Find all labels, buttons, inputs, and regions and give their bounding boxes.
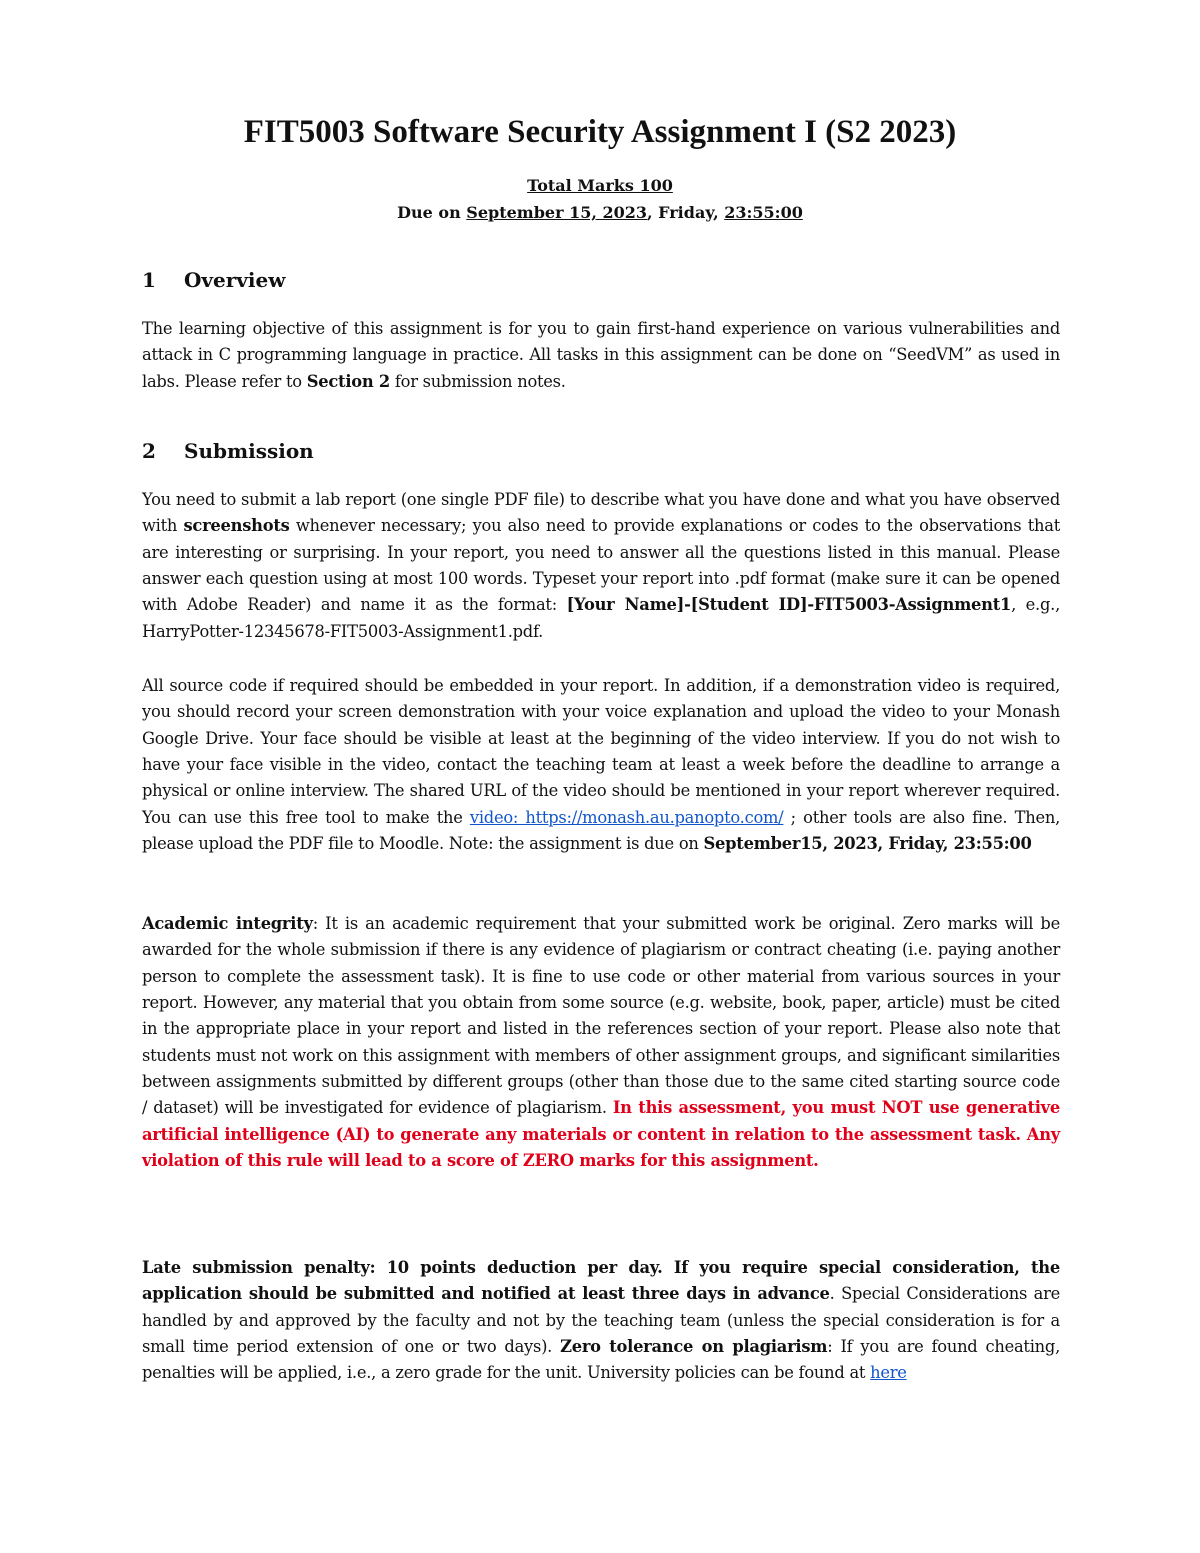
section-heading-overview	[142, 265, 285, 295]
bold-term: Academic integrity	[142, 914, 313, 933]
due-middle: , Friday,	[647, 203, 725, 222]
overview-paragraph	[142, 316, 1060, 395]
policies-link[interactable]: here	[870, 1363, 907, 1383]
due-prefix: Due on	[397, 203, 467, 222]
section-reference: Section 2	[306, 371, 390, 391]
filename-format: [Your Name]-[Student ID]-FIT5003-Assignment1	[566, 595, 1012, 615]
section-title: Submission	[184, 439, 314, 463]
ai-warning: In this assessment, you must NOT use generative artificial intelligence (AI) to generate any materials or content in relation to the assessment task. Any violation of this rule will lead to a score of ZERO marks for this assignment.	[142, 1098, 1060, 1171]
paragraph-text: : If you are found cheating, penalties will be applied, i.e., a zero grade for the unit. University policies can be found at	[142, 1337, 1060, 1383]
paragraph-text: , e.g., HarryPotter-12345678-FIT5003-Assignment1.pdf.	[142, 595, 1060, 641]
paragraph-text: . Special Considerations are handled by and approved by the faculty and not by the teaching team (unless the special consideration is for a small time period extension of one or two days).	[142, 1284, 1060, 1357]
due-date: September 15, 2023	[466, 203, 648, 222]
overview-text-end: for submission notes.	[389, 371, 566, 391]
due-date-bold: September15, 2023, Friday, 23:55:00	[703, 834, 1032, 854]
submission-paragraph-report	[142, 487, 1060, 645]
paragraph-text: ; other tools are also fine. Then, please upload the PDF file to Moodle. Note: the assignment is due on	[142, 807, 1061, 854]
section-number: 1	[142, 268, 156, 292]
section-title: Overview	[184, 268, 286, 292]
document-title: FIT5003 Software Security Assignment I (S2 2023)	[243, 114, 957, 150]
panopto-link[interactable]: video: https://monash.au.panopto.com/	[469, 807, 784, 827]
total-marks	[0, 174, 1200, 198]
bold-term: screenshots	[183, 516, 290, 536]
due-date-line	[0, 201, 1200, 225]
total-marks-text: Total Marks 100	[527, 176, 673, 195]
paragraph-text: : It is an academic requirement that your submitted work be original. Zero marks will be awarded for the whole submission if there is any evidence of plagiarism or contract cheating (i.e. paying another person to complete the assessment task). It is fine to use code or other material from various sources in your report. However, any material that you obtain from some source (e.g. website, book, paper, article) must be cited in the appropriate place in your report and listed in the references section of your report. Please also note that students must not work on this assignment with members of other assignment groups, and significant similarities between assignments submitted by different groups (other than those due to the same cited starting source code / dataset) will be investigated for evidence of plagiarism.	[142, 914, 1060, 1118]
due-time: 23:55:00	[724, 203, 803, 222]
paragraph-text: whenever necessary; you also need to provide explanations or codes to the observations that are interesting or surprising. In your report, you need to answer all the questions listed in this manual. Please answer each question using at most 100 words. Typeset your report into .pdf format (make sure it can be opened with Adobe Reader) and name it as the format:	[142, 516, 1061, 615]
academic-integrity-paragraph	[142, 911, 1060, 1174]
section-number: 2	[142, 439, 156, 463]
bold-term: Zero tolerance on plagiarism	[560, 1337, 828, 1357]
paragraph-text: All source code if required should be embedded in your report. In addition, if a demonstration video is required, you should record your screen demonstration with your voice explanation and upload the video to your Monash Google Drive. Your face should be visible at least at the beginning of the video interview. If you do not wish to have your face visible in the video, contact the teaching team at least a week before the deadline to arrange a physical or online interview. The shared URL of the video should be mentioned in your report wherever required. You can use this free tool to make the	[142, 676, 1060, 827]
section-heading-submission	[142, 436, 314, 466]
late-penalty-bold: Late submission penalty: 10 points deduction per day. If you require special consideration, the application should be submitted and notified at least three days in advance	[142, 1258, 1060, 1304]
overview-text: The learning objective of this assignment is for you to gain first-hand experience on various vulnerabilities and attack in C programming language in practice. All tasks in this assignment can be done on “SeedVM” as used in labs. Please refer to	[142, 319, 1060, 391]
late-submission-paragraph	[142, 1255, 1060, 1387]
paragraph-text: You need to submit a lab report (one single PDF file) to describe what you have done and what you have observed with	[142, 490, 1060, 536]
submission-paragraph-video	[142, 673, 1060, 857]
